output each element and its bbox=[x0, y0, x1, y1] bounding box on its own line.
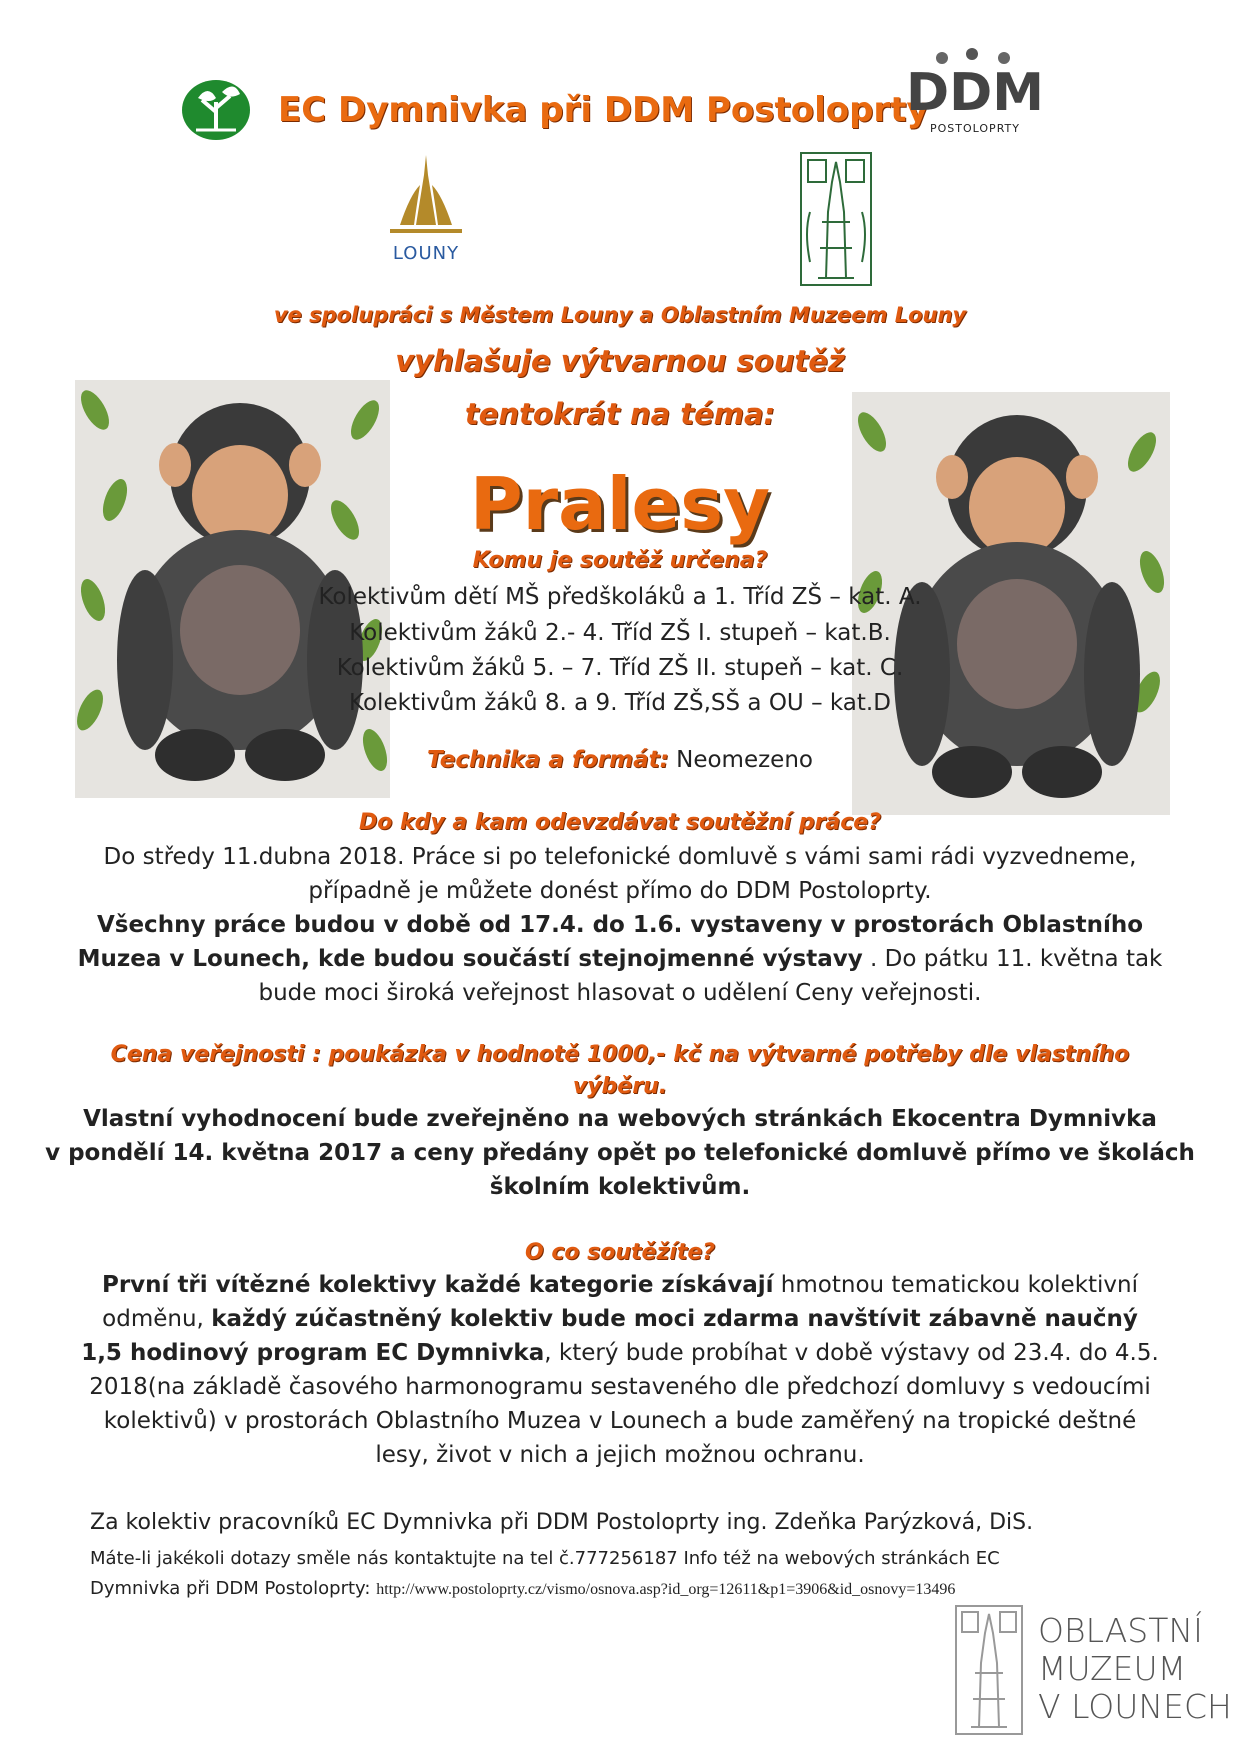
category-a: Kolektivům dětí MŠ předškoláků a 1. Tříd ZŠ – kat. A. bbox=[318, 584, 922, 610]
technique-line bbox=[0, 747, 1240, 773]
museum-footer-name bbox=[1038, 1612, 1232, 1726]
deadline-heading: Do kdy a kam odevzdávat soutěžní práce? bbox=[358, 810, 881, 835]
prize-line-3: školním kolektivům. bbox=[489, 1174, 751, 1200]
compete-line-4: 2018(na základě časového harmonogramu sestaveného dle předchozí domluvy s vedoucími bbox=[89, 1374, 1151, 1400]
category-b: Kolektivům žáků 2.- 4. Tříd ZŠ I. stupeň – kat.B. bbox=[349, 620, 891, 646]
museum-name-line-3: V LOUNECH bbox=[1038, 1687, 1232, 1726]
ddm-logo-subtitle: POSTOLOPRTY bbox=[930, 122, 1020, 135]
museum-name-line-1: OBLASTNÍ bbox=[1038, 1611, 1203, 1650]
compete-line-1-bold: První tři vítězné kolektivy každé kategorie získávají bbox=[101, 1272, 774, 1298]
compete-line-6: lesy, život v nich a jejich možnou ochranu. bbox=[375, 1442, 865, 1468]
cooperation-line: ve spolupráci s Městem Louny a Oblastním Muzeem Louny bbox=[273, 303, 967, 327]
prize-heading-1: Cena veřejnosti : poukázka v hodnotě 1000,- kč na výtvarné potřeby dle vlastního bbox=[110, 1042, 1130, 1067]
category-c: Kolektivům žáků 5. – 7. Tříd ZŠ II. stupeň – kat. C. bbox=[336, 655, 904, 681]
museum-tower-logo bbox=[800, 152, 872, 286]
ddm-postoloprty-logo bbox=[905, 48, 1045, 135]
prize-line-1: Vlastní vyhodnocení bude zveřejněno na webových stránkách Ekocentra Dymnivka bbox=[83, 1106, 1157, 1132]
museum-footer-logo-icon bbox=[955, 1605, 1023, 1735]
deadline-line-3: Všechny práce budou v době od 17.4. do 1.6. vystaveny v prostorách Oblastního bbox=[96, 912, 1144, 938]
technique-label: Technika a formát: bbox=[427, 747, 669, 773]
technique-value: Neomezeno bbox=[668, 747, 813, 773]
deadline-line-4-rest: . Do pátku 11. května tak bbox=[862, 946, 1163, 972]
theme-intro-line: tentokrát na téma: bbox=[464, 397, 776, 431]
louny-city-logo bbox=[380, 155, 472, 263]
compete-line-2-bold: každý zúčastněný kolektiv bude moci zdarma navštívit zábavně naučný bbox=[211, 1306, 1138, 1332]
compete-line-2-a: odměnu, bbox=[102, 1306, 212, 1332]
header-title: EC Dymnivka při DDM Postoloprty bbox=[278, 90, 929, 130]
prize-heading-2: výběru. bbox=[572, 1074, 668, 1099]
deadline-line-4 bbox=[0, 942, 1240, 976]
contact-line-2-text: Dymnivka při DDM Postoloprty: bbox=[90, 1578, 377, 1599]
deadline-line-2: případně je můžete donést přímo do DDM Postoloprty. bbox=[308, 878, 932, 904]
ec-dymnivka-logo bbox=[180, 72, 252, 142]
compete-line-3-bold: 1,5 hodinový program EC Dymnivka bbox=[81, 1340, 545, 1366]
contact-line-2 bbox=[90, 1578, 955, 1599]
contact-url-link[interactable]: http://www.postoloprty.cz/vismo/osnova.asp?id_org=12611&p1=3906&id_osnovy=13496 bbox=[376, 1581, 956, 1598]
deadline-line-1: Do středy 11.dubna 2018. Práce si po telefonické domluvě s vámi sami rádi vyzvedneme, bbox=[103, 844, 1137, 870]
compete-line-3 bbox=[0, 1336, 1240, 1370]
deadline-line-4-bold: Muzea v Lounech, kde budou součástí stejnojmenné výstavy bbox=[77, 946, 863, 972]
museum-name-line-2: MUZEUM bbox=[1038, 1649, 1187, 1688]
theme-title: Pralesy bbox=[469, 462, 771, 546]
contact-line: Máte-li jakékoli dotazy směle nás kontaktujte na tel č.777256187 Info též na webových stránkách EC bbox=[90, 1548, 1000, 1569]
announce-line: vyhlašuje výtvarnou soutěž bbox=[395, 344, 845, 378]
compete-line-3-rest: , který bude probíhat v době výstavy od 23.4. do 4.5. bbox=[544, 1340, 1159, 1366]
prize-line-2: v pondělí 14. května 2017 a ceny předány opět po telefonické domluvě přímo ve školách bbox=[45, 1140, 1195, 1166]
louny-logo-label: LOUNY bbox=[392, 243, 460, 264]
compete-line-5: kolektivů) v prostorách Oblastního Muzea v Lounech a bude zaměřený na tropické deštné bbox=[103, 1408, 1137, 1434]
category-d: Kolektivům žáků 8. a 9. Tříd ZŠ,SŠ a OU – kat.D bbox=[349, 690, 891, 716]
categories-heading: Komu je soutěž určena? bbox=[472, 548, 768, 573]
deadline-line-5: bude moci široká veřejnost hlasovat o udělení Ceny veřejnosti. bbox=[258, 980, 982, 1006]
compete-line-1 bbox=[0, 1268, 1240, 1302]
compete-line-2 bbox=[0, 1302, 1240, 1336]
svg-text:DDM: DDM bbox=[905, 63, 1045, 123]
signature-line: Za kolektiv pracovníků EC Dymnivka při DDM Postoloprty ing. Zdeňka Parýzková, DiS. bbox=[90, 1510, 1034, 1535]
compete-heading: O co soutěžíte? bbox=[524, 1240, 716, 1265]
compete-line-1-rest: hmotnou tematickou kolektivní bbox=[773, 1272, 1139, 1298]
